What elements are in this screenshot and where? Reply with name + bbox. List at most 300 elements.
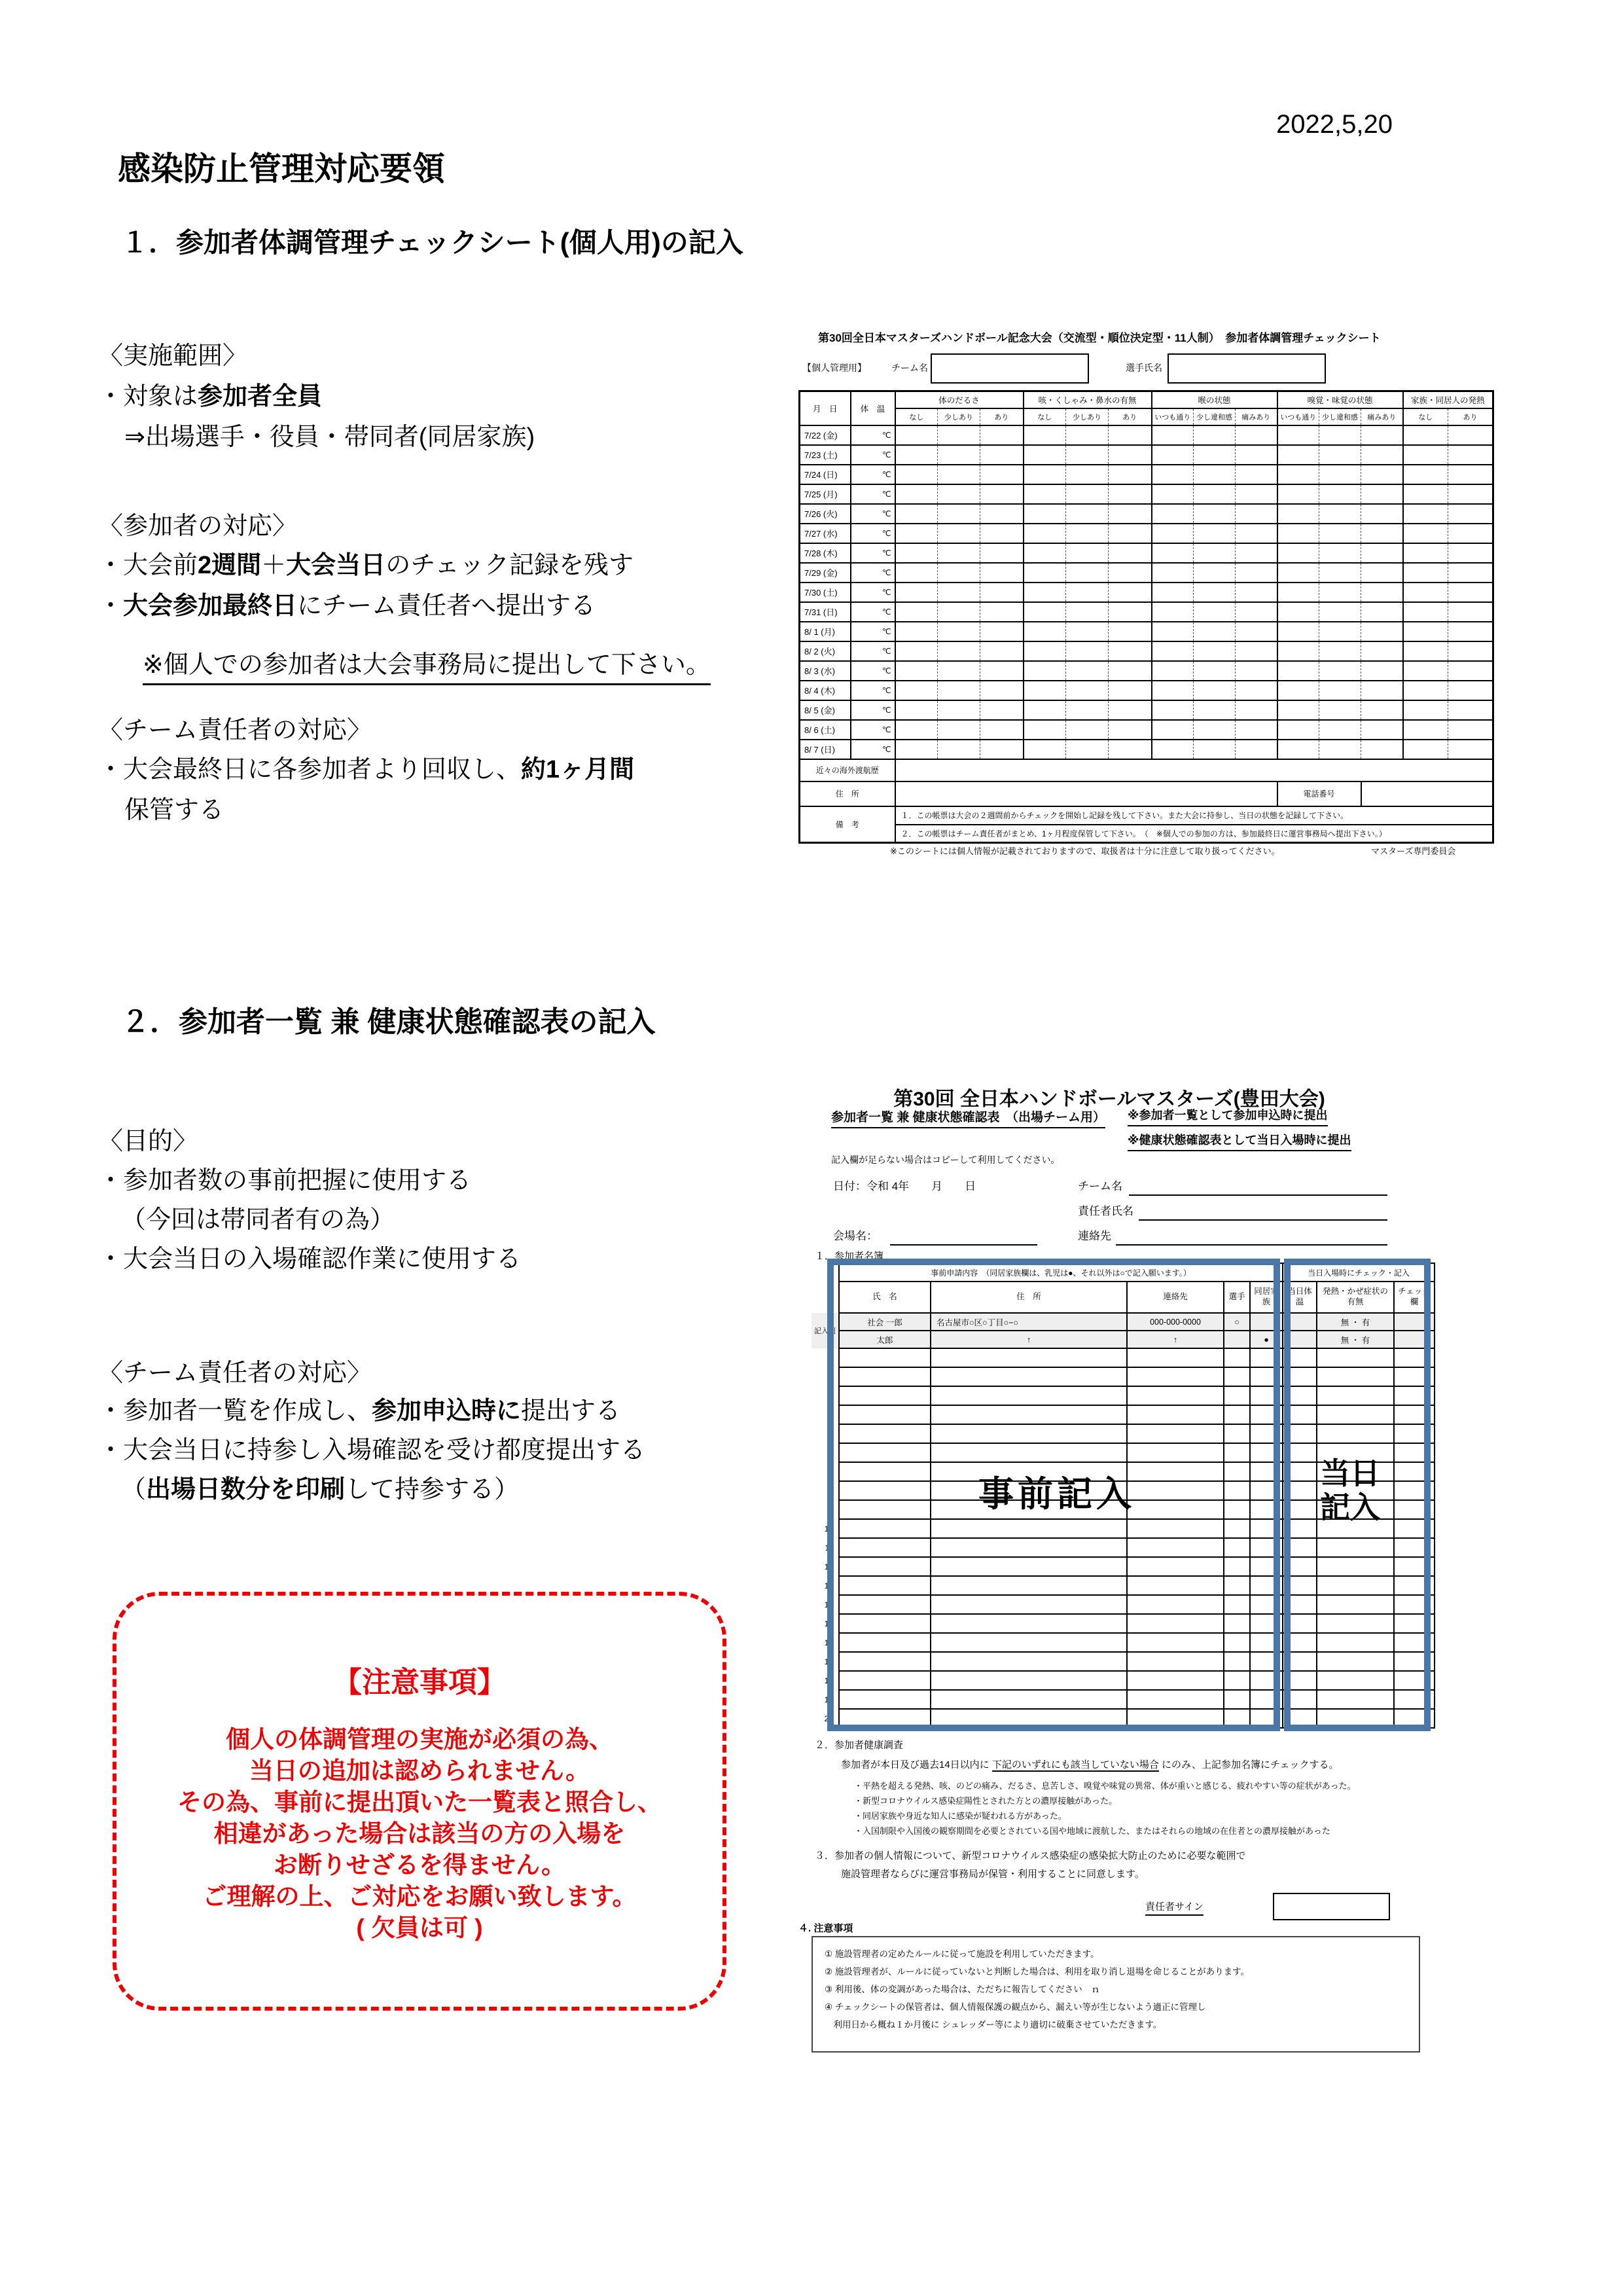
f1-check-cell xyxy=(1066,425,1109,445)
response-heading: 〈参加者の対応〉 xyxy=(98,512,298,540)
f1-temp-cell: ℃ xyxy=(851,445,895,465)
f1-check-cell xyxy=(895,484,938,504)
f2-usage-note: 利用日から概ね１か月後に シュレッダー等により適切に破棄させていただきます。 xyxy=(825,2020,1162,2030)
f1-check-cell xyxy=(938,583,980,602)
f1-temp-cell: ℃ xyxy=(851,681,895,700)
notice-box-line: 個人の体調管理の実施が必須の為、 xyxy=(226,1726,613,1753)
f1-check-cell xyxy=(1361,602,1403,622)
f1-check-cell xyxy=(895,681,938,700)
f2-row-number: 10 xyxy=(824,1524,833,1534)
f1-check-cell xyxy=(1361,720,1403,740)
f1-check-cell xyxy=(1403,681,1448,700)
scope-heading: 〈実施範囲〉 xyxy=(98,342,248,370)
f2-row-number: 11 xyxy=(825,1543,833,1552)
f1-date-cell: 8/ 4 (木) xyxy=(800,681,851,700)
f2-health-bullet: ・入国制限や入国後の観察期間を必要とされている国や地域に渡航した、またはそれらの地域の在住者との濃厚接触があった xyxy=(854,1826,1330,1836)
f1-check-cell xyxy=(1448,661,1493,681)
f2-row-number: 12 xyxy=(824,1562,833,1571)
f1-check-cell xyxy=(895,720,938,740)
f1-symptom-option: 少し違和感 xyxy=(1194,408,1236,425)
f1-symptom-option: 少し違和感 xyxy=(1319,408,1361,425)
f2-row-number: 9 xyxy=(829,1505,833,1515)
f1-temp-cell: ℃ xyxy=(851,700,895,720)
f1-check-cell xyxy=(938,602,980,622)
f1-check-cell xyxy=(1277,641,1319,661)
form1-title: 第30回全日本マスターズハンドボール記念大会（交流型・順位決定型・11人制） 参加者体調管理チェックシート xyxy=(818,332,1381,344)
f2-usage-note: ④ チェックシートの保管者は、個人情報保護の観点から、漏えい等が生じないよう適正に管理し xyxy=(825,2002,1206,2012)
f1-check-cell xyxy=(1277,465,1319,484)
f1-temp-cell: ℃ xyxy=(851,484,895,504)
f1-check-cell xyxy=(1361,641,1403,661)
f1-check-cell xyxy=(895,622,938,641)
f1-check-cell xyxy=(1319,563,1361,583)
f1-check-cell xyxy=(1194,504,1236,524)
f1-check-cell xyxy=(980,484,1024,504)
f1-check-cell xyxy=(1403,504,1448,524)
f1-check-cell xyxy=(980,740,1024,759)
f1-check-cell xyxy=(980,700,1024,720)
f1-check-cell xyxy=(895,641,938,661)
f1-check-cell xyxy=(1361,681,1403,700)
f1-symptom-option: なし xyxy=(1024,408,1066,425)
section2-heading: ２．参加者一覧 兼 健康状態確認表の記入 xyxy=(121,1006,656,1038)
f2-row-number: 17 xyxy=(824,1657,833,1666)
f1-date-cell: 7/28 (木) xyxy=(800,543,851,563)
form2-roster-heading: １．参加者名簿 xyxy=(815,1251,884,1262)
f1-check-cell xyxy=(1024,524,1066,543)
f1-check-cell xyxy=(1152,484,1194,504)
f1-check-cell xyxy=(1066,681,1109,700)
f1-check-cell xyxy=(1361,740,1403,759)
f1-check-cell xyxy=(1109,543,1152,563)
f1-check-cell xyxy=(1152,583,1194,602)
f1-check-cell xyxy=(1361,622,1403,641)
f1-check-cell xyxy=(1066,740,1109,759)
f1-check-cell xyxy=(1194,740,1236,759)
form1-usage-label: 【個人管理用】 xyxy=(802,363,866,373)
f1-symptom-option: あり xyxy=(1109,408,1152,425)
f1-check-cell xyxy=(1277,720,1319,740)
f1-check-cell xyxy=(1024,661,1066,681)
response-line-1: ・大会前2週間＋大会当日のチェック記録を残す xyxy=(98,552,634,579)
f1-check-cell xyxy=(1024,583,1066,602)
s1-leader-line-2: 保管する xyxy=(124,797,224,824)
f1-check-cell xyxy=(1152,543,1194,563)
s1-leader-line-1: ・大会最終日に各参加者より回収し、約1ヶ月間 xyxy=(98,756,635,783)
form2-contact-field xyxy=(1116,1244,1387,1246)
f1-check-cell xyxy=(980,622,1024,641)
f1-check-cell xyxy=(1448,641,1493,661)
doc-title: 感染防止管理対応要領 xyxy=(118,151,445,187)
form1-player-label: 選手氏名 xyxy=(1126,363,1162,373)
f1-check-cell xyxy=(1066,661,1109,681)
f1-check-cell xyxy=(1236,622,1277,641)
f1-check-cell xyxy=(1152,504,1194,524)
f2-health-bullet: ・同居家族や身近な知人に感染が疑われる方があった。 xyxy=(854,1811,1067,1821)
f1-check-cell xyxy=(1361,661,1403,681)
f1-check-cell xyxy=(1109,720,1152,740)
f2-example-address: 名古屋市○区○丁目○−○ xyxy=(931,1313,1127,1331)
f1-symptom-option: 痛みあり xyxy=(1361,408,1403,425)
form2-title: 第30回 全日本ハンドボールマスターズ(豊田大会) xyxy=(893,1088,1325,1110)
f1-date-cell: 8/ 2 (火) xyxy=(800,641,851,661)
f1-temp-cell: ℃ xyxy=(851,661,895,681)
f2-health-bullet: ・平熱を超える発熱、咳、のどの痛み、だるさ、息苦しさ、嗅覚や味覚の異常、体が重いと感じる、疲れやすい等の症状があった。 xyxy=(854,1781,1356,1791)
f1-check-cell xyxy=(1277,543,1319,563)
notice-box-line: ご理解の上、ご対応をお願い致します。 xyxy=(202,1883,637,1910)
f1-check-cell xyxy=(895,445,938,465)
purpose-line-1: ・参加者数の事前把握に使用する xyxy=(98,1167,472,1194)
f1-check-cell xyxy=(1277,484,1319,504)
f1-date-cell: 7/23 (土) xyxy=(800,445,851,465)
f1-check-cell xyxy=(1448,425,1493,445)
f2-row-number: 20 xyxy=(824,1713,833,1723)
f1-symptom-option: あり xyxy=(980,408,1024,425)
f1-check-cell xyxy=(1361,445,1403,465)
scope-line-2: ⇒出場選手・役員・帯同者(同居家族) xyxy=(124,423,535,451)
f1-check-cell xyxy=(895,602,938,622)
f1-note-1: １．この帳票は大会の２週間前からチェックを開始し記録を残して下さい。また大会に持参し、当日の状態を記録して下さい。 xyxy=(895,806,1493,825)
f1-check-cell xyxy=(1319,445,1361,465)
f1-check-cell xyxy=(1277,602,1319,622)
f1-check-cell xyxy=(1403,445,1448,465)
f1-check-cell xyxy=(1403,524,1448,543)
f1-date-cell: 8/ 6 (土) xyxy=(800,720,851,740)
f1-check-cell xyxy=(1403,543,1448,563)
f1-check-cell xyxy=(938,425,980,445)
form1-check-sheet xyxy=(792,321,1603,864)
f1-check-cell xyxy=(1024,465,1066,484)
f1-check-cell xyxy=(1109,465,1152,484)
f1-symptom-option: なし xyxy=(895,408,938,425)
form2-manager-label: 責任者氏名 xyxy=(1078,1205,1133,1217)
f1-date-cell: 8/ 1 (月) xyxy=(800,622,851,641)
form2-venue-label: 会場名： xyxy=(833,1230,878,1242)
f1-col-temp: 体 温 xyxy=(851,391,895,425)
scope-line-1: ・対象は参加者全員 xyxy=(98,383,323,410)
f1-check-cell xyxy=(1236,465,1277,484)
f1-check-cell xyxy=(1109,661,1152,681)
f1-date-cell: 8/ 5 (金) xyxy=(800,700,851,720)
f1-check-cell xyxy=(1109,583,1152,602)
f1-check-cell xyxy=(1152,563,1194,583)
f1-check-cell xyxy=(1066,602,1109,622)
f1-check-cell xyxy=(1194,681,1236,700)
f1-check-cell xyxy=(1024,543,1066,563)
f1-check-cell xyxy=(1448,563,1493,583)
f1-check-cell xyxy=(938,465,980,484)
f1-check-cell xyxy=(1448,681,1493,700)
f1-check-cell xyxy=(895,465,938,484)
f1-symptom-option: なし xyxy=(1403,408,1448,425)
f1-check-cell xyxy=(1024,484,1066,504)
f1-check-cell xyxy=(1066,583,1109,602)
form2-team-label: チーム名 xyxy=(1078,1180,1122,1193)
f1-symptom-group: 体のだるさ xyxy=(895,391,1024,408)
f1-check-cell xyxy=(1194,484,1236,504)
form2-team-field xyxy=(1129,1194,1387,1196)
f1-check-cell xyxy=(1024,563,1066,583)
f1-check-cell xyxy=(1277,583,1319,602)
f1-travel-field xyxy=(895,759,1493,781)
f1-check-cell xyxy=(1403,425,1448,445)
form2-privacy-line-1: ３．参加者の個人情報について、新型コロナウイルス感染症の感染拡大防止のために必要な範囲で xyxy=(815,1850,1246,1861)
f1-check-cell xyxy=(1361,524,1403,543)
f1-check-cell xyxy=(1194,622,1236,641)
f1-check-cell xyxy=(1361,543,1403,563)
f1-note-2: ２．この帳票はチーム責任者がまとめ、1ヶ月程度保管して下さい。 （ ※個人での参加の方は、参加最終日に運営事務局へ提出下さい。） xyxy=(895,825,1493,843)
f1-check-cell xyxy=(1236,445,1277,465)
day-entry-overlay-text: 当日 記入 xyxy=(1320,1456,1380,1524)
f1-check-cell xyxy=(1194,445,1236,465)
f1-temp-cell: ℃ xyxy=(851,543,895,563)
f1-check-cell xyxy=(1236,602,1277,622)
f1-date-cell: 7/22 (金) xyxy=(800,425,851,445)
form2-date-line: 日付：令和 4年 月 日 xyxy=(833,1180,976,1193)
f1-check-cell xyxy=(980,563,1024,583)
f1-check-cell xyxy=(1448,524,1493,543)
f1-check-cell xyxy=(1236,504,1277,524)
f1-check-cell xyxy=(1194,583,1236,602)
f1-check-cell xyxy=(1024,700,1066,720)
f1-check-cell xyxy=(980,641,1024,661)
f1-check-cell xyxy=(1194,661,1236,681)
form1-team-name-field xyxy=(931,353,1089,384)
f1-check-cell xyxy=(1024,602,1066,622)
f1-check-cell xyxy=(980,465,1024,484)
f1-check-cell xyxy=(1448,445,1493,465)
f1-check-cell xyxy=(1319,504,1361,524)
f1-check-cell xyxy=(1236,740,1277,759)
f1-check-cell xyxy=(1194,465,1236,484)
f1-check-cell xyxy=(1277,425,1319,445)
f1-check-cell xyxy=(938,543,980,563)
f1-check-cell xyxy=(1066,445,1109,465)
form2-notes-box xyxy=(812,1936,1420,2053)
f1-check-cell xyxy=(1066,465,1109,484)
f1-check-cell xyxy=(980,445,1024,465)
f1-check-cell xyxy=(1319,583,1361,602)
f1-check-cell xyxy=(1066,622,1109,641)
f1-check-cell xyxy=(1277,700,1319,720)
f1-check-cell xyxy=(1236,641,1277,661)
f2-row-number: 1 xyxy=(829,1353,833,1363)
f1-check-cell xyxy=(1066,484,1109,504)
f1-check-cell xyxy=(1319,425,1361,445)
form2-submit-note-2: ※健康状態確認表として当日入場時に提出 xyxy=(1128,1131,1351,1151)
f1-symptom-option: 少しあり xyxy=(938,408,980,425)
f1-check-cell xyxy=(1024,504,1066,524)
f1-check-cell xyxy=(1319,720,1361,740)
f1-check-cell xyxy=(1066,720,1109,740)
f1-check-cell xyxy=(1194,543,1236,563)
f1-check-cell xyxy=(938,681,980,700)
form2-health-line: 参加者が本日及び過去14日以内に 下記のいずれにも該当していない場合 にのみ、上記参加名簿にチェックする。 xyxy=(841,1759,1339,1770)
f1-check-cell xyxy=(1403,720,1448,740)
f1-check-cell xyxy=(895,583,938,602)
f1-check-cell xyxy=(1236,563,1277,583)
f1-check-cell xyxy=(980,543,1024,563)
f1-address-field xyxy=(895,781,1277,806)
f1-check-cell xyxy=(1194,602,1236,622)
purpose-line-2: （今回は帯同者有の為） xyxy=(121,1206,395,1234)
f1-check-cell xyxy=(1109,425,1152,445)
f1-check-cell xyxy=(895,661,938,681)
f2-example-name: 社会 一郎 xyxy=(839,1313,931,1331)
f2-example-player: ○ xyxy=(1224,1313,1250,1331)
f2-column-header: 同居家族 xyxy=(1250,1282,1283,1313)
f2-example-contact: 000-000-0000 xyxy=(1127,1313,1224,1331)
f2-row-number: 18 xyxy=(824,1676,833,1685)
f1-temp-cell: ℃ xyxy=(851,583,895,602)
f1-check-cell xyxy=(1448,700,1493,720)
f2-row-number: 5 xyxy=(829,1429,833,1439)
f1-check-cell xyxy=(980,524,1024,543)
f1-check-cell xyxy=(1319,484,1361,504)
f1-symptom-option: いつも通り xyxy=(1277,408,1319,425)
f2-row-number: 19 xyxy=(824,1695,833,1704)
f2-column-header: 発熱・かぜ症状の有無 xyxy=(1317,1282,1394,1313)
f1-check-cell xyxy=(1109,622,1152,641)
form2-privacy-line-2: 施設管理者ならびに運営事務局が保管・利用することに同意します。 xyxy=(841,1869,1145,1880)
f2-column-header: チェック欄 xyxy=(1394,1282,1435,1313)
f1-symptom-option: あり xyxy=(1448,408,1493,425)
f1-check-cell xyxy=(1319,641,1361,661)
f1-symptom-group: 嗅覚・味覚の状態 xyxy=(1277,391,1403,408)
f2-example-label: 記入例 xyxy=(812,1313,839,1348)
f1-check-cell xyxy=(980,425,1024,445)
f1-check-cell xyxy=(1319,661,1361,681)
f1-temp-cell: ℃ xyxy=(851,641,895,661)
f1-check-cell xyxy=(1236,700,1277,720)
f1-check-cell xyxy=(1194,524,1236,543)
f1-check-cell xyxy=(980,504,1024,524)
f1-check-cell xyxy=(1403,465,1448,484)
f1-check-cell xyxy=(1403,622,1448,641)
f1-check-cell xyxy=(1066,700,1109,720)
notice-box-line: 相違があった場合は該当の方の入場を xyxy=(213,1820,626,1847)
f2-pre-group-header: 事前申請内容 （同居家族欄は、乳児は●、それ以外は○で記入願います。） xyxy=(839,1263,1283,1282)
f1-check-cell xyxy=(1448,465,1493,484)
f2-usage-note: ③ 利用後、体の変調があった場合は、ただちに報告してください ｎ xyxy=(825,1984,1100,1994)
f1-check-cell xyxy=(1319,602,1361,622)
f1-check-cell xyxy=(1361,504,1403,524)
f2-column-header: 当日体温 xyxy=(1283,1282,1317,1313)
f1-check-cell xyxy=(1109,445,1152,465)
form2-subtitle: 参加者一覧 兼 健康状態確認表 （出場チーム用） xyxy=(831,1107,1105,1128)
f1-temp-cell: ℃ xyxy=(851,622,895,641)
form2-submit-note-1: ※参加者一覧として参加申込時に提出 xyxy=(1128,1106,1328,1126)
f1-check-cell xyxy=(1152,641,1194,661)
f1-symptom-option: 少しあり xyxy=(1066,408,1109,425)
doc-date: 2022,5,20 xyxy=(1276,110,1393,139)
f1-check-cell xyxy=(938,740,980,759)
f1-check-cell xyxy=(1403,602,1448,622)
f2-example-family: ● xyxy=(1250,1331,1283,1348)
f1-check-cell xyxy=(1152,602,1194,622)
f1-temp-cell: ℃ xyxy=(851,563,895,583)
f1-check-cell xyxy=(1152,740,1194,759)
f1-check-cell xyxy=(1403,641,1448,661)
f2-column-header: 氏 名 xyxy=(839,1282,931,1313)
f1-check-cell xyxy=(938,720,980,740)
f1-check-cell xyxy=(1152,465,1194,484)
s2-leader-line-1: ・参加者一覧を作成し、参加申込時に提出する xyxy=(98,1397,621,1425)
f1-check-cell xyxy=(1236,720,1277,740)
f1-check-cell xyxy=(938,563,980,583)
f1-check-cell xyxy=(1024,445,1066,465)
f1-check-cell xyxy=(1152,681,1194,700)
f1-check-cell xyxy=(895,543,938,563)
f1-check-cell xyxy=(1448,602,1493,622)
f1-check-cell xyxy=(938,641,980,661)
f1-check-cell xyxy=(1152,524,1194,543)
f2-usage-note: ② 施設管理者が、ルールに従っていないと判断した場合は、利用を取り消し退場を命じることがあります。 xyxy=(825,1967,1250,1977)
f1-check-cell xyxy=(980,602,1024,622)
f1-check-cell xyxy=(1277,661,1319,681)
form2-sign-field xyxy=(1273,1893,1390,1920)
f1-check-cell xyxy=(980,661,1024,681)
f1-check-cell xyxy=(1024,622,1066,641)
f2-example-fever: 無 ・ 有 xyxy=(1317,1313,1394,1331)
f1-check-cell xyxy=(1109,602,1152,622)
f1-notes-label: 備 考 xyxy=(800,806,895,843)
form2-venue-field xyxy=(890,1244,1037,1246)
f1-check-cell xyxy=(1194,563,1236,583)
f2-row-number: 3 xyxy=(829,1391,833,1401)
f1-check-cell xyxy=(1319,465,1361,484)
f1-check-cell xyxy=(1152,445,1194,465)
f1-check-cell xyxy=(1236,583,1277,602)
f1-phone-label: 電話番号 xyxy=(1277,781,1361,806)
f1-symptom-group: 家族・同居人の発熱 xyxy=(1403,391,1493,408)
f1-check-cell xyxy=(1109,504,1152,524)
f1-symptom-option: 痛みあり xyxy=(1236,408,1277,425)
f1-check-cell xyxy=(1109,641,1152,661)
f1-check-cell xyxy=(1236,484,1277,504)
s2-leader-heading: 〈チーム責任者の対応〉 xyxy=(98,1359,372,1387)
f1-check-cell xyxy=(938,661,980,681)
f1-check-cell xyxy=(938,524,980,543)
f1-temp-cell: ℃ xyxy=(851,740,895,759)
form1-committee: マスターズ専門委員会 xyxy=(1371,846,1456,856)
f1-col-date: 月 日 xyxy=(800,391,851,425)
f1-check-cell xyxy=(1361,700,1403,720)
form2-copy-note: 記入欄が足らない場合はコピーして利用してください。 xyxy=(831,1155,1060,1165)
f1-check-cell xyxy=(1109,700,1152,720)
notice-box-line: ( 欠員は可 ) xyxy=(356,1914,483,1941)
form2-contact-label: 連絡先 xyxy=(1078,1230,1111,1242)
notice-box-line: その為、事前に提出頂いた一覧表と照合し、 xyxy=(177,1789,662,1816)
f1-travel-label: 近々の海外渡航歴 xyxy=(800,759,895,781)
individual-note: ※個人での参加者は大会事務局に提出して下さい。 xyxy=(143,644,711,685)
f1-date-cell: 8/ 7 (日) xyxy=(800,740,851,759)
f1-check-cell xyxy=(1361,425,1403,445)
f1-check-cell xyxy=(1194,425,1236,445)
notice-box-title: 【注意事項】 xyxy=(333,1666,506,1698)
f1-check-cell xyxy=(1448,583,1493,602)
f1-phone-field xyxy=(1361,781,1493,806)
f2-row-number: 2 xyxy=(829,1372,833,1382)
f1-check-cell xyxy=(1109,524,1152,543)
f1-check-cell xyxy=(1277,681,1319,700)
purpose-heading: 〈目的〉 xyxy=(98,1128,198,1155)
f1-temp-cell: ℃ xyxy=(851,504,895,524)
f1-check-cell xyxy=(1277,622,1319,641)
f1-temp-cell: ℃ xyxy=(851,425,895,445)
f1-date-cell: 7/30 (土) xyxy=(800,583,851,602)
f1-check-cell xyxy=(1361,465,1403,484)
